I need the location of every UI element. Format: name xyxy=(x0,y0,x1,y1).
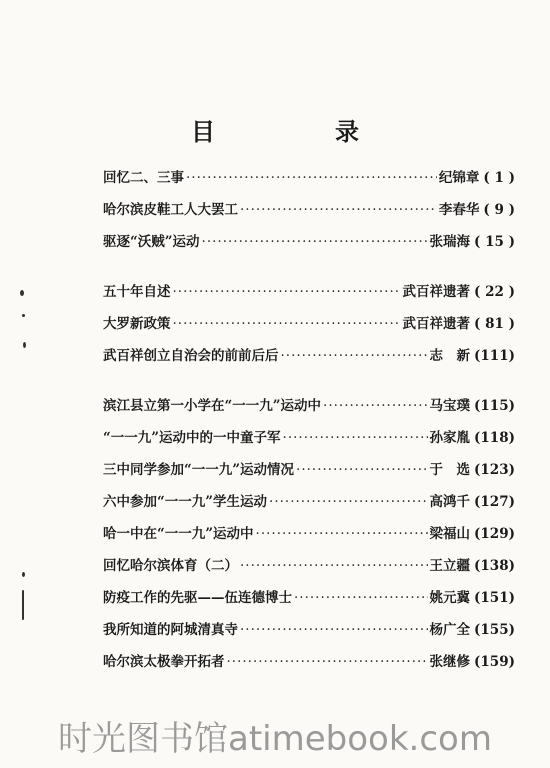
dot-leader xyxy=(240,558,428,574)
margin-speck xyxy=(22,314,25,317)
toc-entry xyxy=(103,394,515,426)
entry-title: 滨江县立第一小学在“一一九”运动中 xyxy=(103,398,322,414)
dot-leader xyxy=(240,622,428,638)
entry-page-number: (127) xyxy=(474,494,515,510)
margin-speck xyxy=(22,590,24,620)
dot-leader xyxy=(227,654,428,670)
entry-page-number: ( 9 ) xyxy=(483,202,515,218)
toc-entry xyxy=(103,198,515,230)
table-of-contents xyxy=(103,166,515,700)
watermark: 时光图书馆atimebook.com xyxy=(58,719,492,759)
margin-speck xyxy=(23,342,26,348)
entry-author: 志 新 xyxy=(429,348,471,364)
entry-title: 哈尔滨太极拳开拓者 xyxy=(103,654,225,670)
entry-title: 回忆二、三事 xyxy=(103,170,184,186)
toc-entry xyxy=(103,490,515,522)
toc-entry xyxy=(103,344,515,376)
entry-title: 六中参加“一一九”学生运动 xyxy=(103,494,268,510)
toc-entry xyxy=(103,312,515,344)
entry-page-number: (159) xyxy=(474,654,515,670)
entry-author: 杨广全 xyxy=(429,622,471,638)
toc-entry xyxy=(103,650,515,682)
entry-author: 张瑞海 xyxy=(429,234,471,250)
dot-leader xyxy=(283,430,428,446)
entry-author: 纪锦章 xyxy=(438,170,480,186)
entry-page-number: (118) xyxy=(474,430,515,446)
dot-leader xyxy=(294,590,428,606)
dot-leader xyxy=(173,284,401,300)
entry-page-number: ( 22 ) xyxy=(474,284,515,300)
entry-page-number: (129) xyxy=(474,526,515,542)
entry-author: 孙家胤 xyxy=(429,430,471,446)
dot-leader xyxy=(173,316,401,332)
toc-entry xyxy=(103,426,515,458)
entry-title: 哈一中在“一一九”运动中 xyxy=(103,526,254,542)
toc-entry xyxy=(103,586,515,618)
entry-title: 我所知道的阿城清真寺 xyxy=(103,622,238,638)
entry-author: 马宝璞 xyxy=(429,398,471,414)
entry-page-number: (123) xyxy=(474,462,515,478)
entry-author: 武百祥遗著 xyxy=(402,316,471,332)
dot-leader xyxy=(296,462,428,478)
entry-page-number: (151) xyxy=(474,590,515,606)
entry-title: 防疫工作的先驱——伍连德博士 xyxy=(103,590,292,606)
entry-title: 大罗新政策 xyxy=(103,316,171,332)
entry-author: 武百祥遗著 xyxy=(402,284,471,300)
entry-author: 于 选 xyxy=(429,462,471,478)
entry-title: “一一九”运动中的一中童子军 xyxy=(103,430,281,446)
entry-page-number: (115) xyxy=(474,398,515,414)
entry-title: 五十年自述 xyxy=(103,284,171,300)
entry-author: 李春华 xyxy=(438,202,480,218)
toc-entry xyxy=(103,230,515,262)
entry-page-number: (155) xyxy=(474,622,515,638)
dot-leader xyxy=(323,398,428,414)
entry-page-number: (111) xyxy=(474,348,515,364)
entry-author: 姚元冀 xyxy=(429,590,471,606)
entry-title: 武百祥创立自治会的前前后后 xyxy=(103,348,279,364)
dot-leader xyxy=(269,494,428,510)
dot-leader xyxy=(256,526,428,542)
entry-title: 三中同学参加“一一九”运动情况 xyxy=(103,462,295,478)
toc-group xyxy=(103,394,515,682)
entry-page-number: ( 15 ) xyxy=(474,234,515,250)
dot-leader xyxy=(202,234,428,250)
toc-entry xyxy=(103,458,515,490)
toc-group xyxy=(103,166,515,262)
toc-entry xyxy=(103,554,515,586)
entry-title: 回忆哈尔滨体育（二） xyxy=(103,558,238,574)
entry-author: 高鸿千 xyxy=(429,494,471,510)
dot-leader xyxy=(240,202,437,218)
dot-leader xyxy=(281,348,428,364)
toc-entry xyxy=(103,522,515,554)
entry-page-number: ( 1 ) xyxy=(483,170,515,186)
margin-marks xyxy=(18,290,38,650)
entry-author: 张继修 xyxy=(429,654,471,670)
margin-speck xyxy=(22,572,25,577)
entry-author: 王立疆 xyxy=(429,558,471,574)
dot-leader xyxy=(186,170,437,186)
margin-speck xyxy=(20,290,24,296)
toc-group xyxy=(103,280,515,376)
entry-page-number: (138) xyxy=(474,558,515,574)
entry-page-number: ( 81 ) xyxy=(474,316,515,332)
toc-entry xyxy=(103,618,515,650)
page-title: 目 录 xyxy=(191,117,407,146)
toc-entry xyxy=(103,166,515,198)
entry-title: 哈尔滨皮鞋工人大罢工 xyxy=(103,202,238,218)
entry-author: 梁福山 xyxy=(429,526,471,542)
toc-entry xyxy=(103,280,515,312)
entry-title: 驱逐“沃贼”运动 xyxy=(103,234,200,250)
